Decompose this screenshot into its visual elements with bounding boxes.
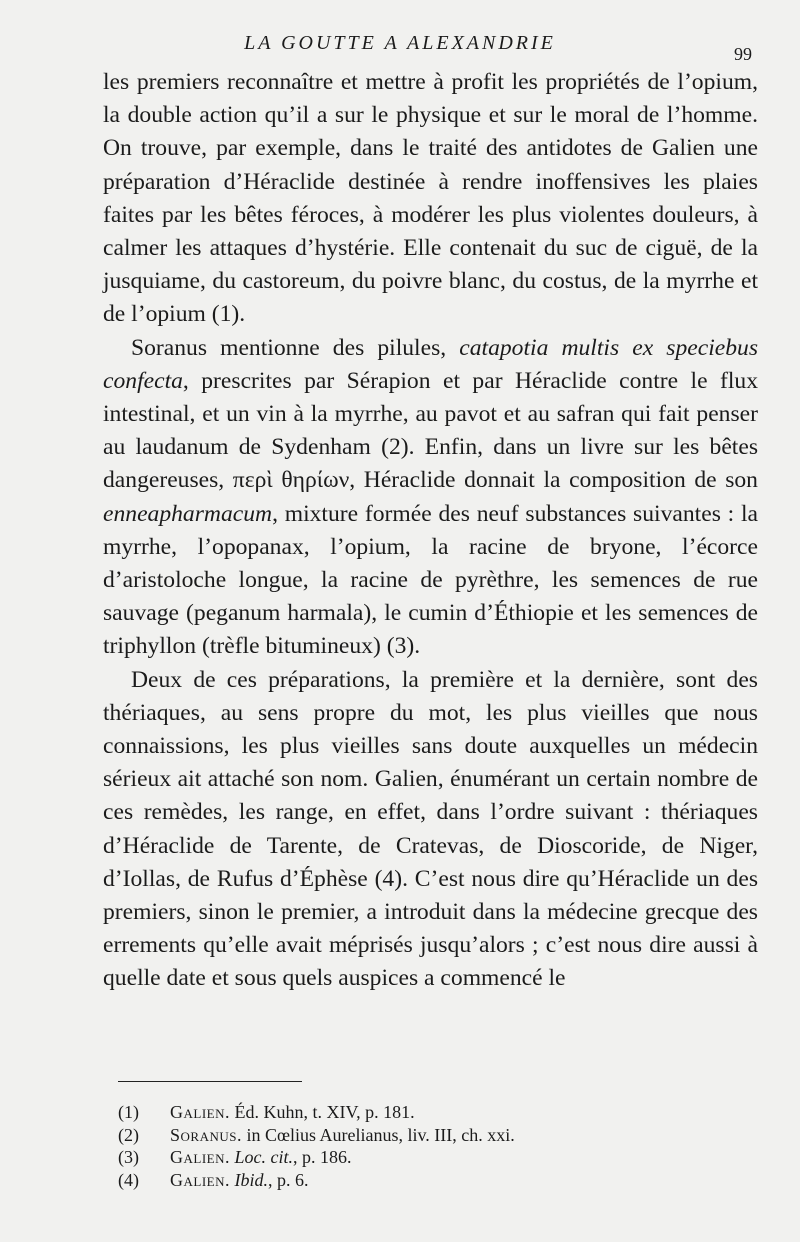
enneapharmacum-term: enneapharmacum xyxy=(103,500,273,527)
paragraph-2-text-c: , prescrites par Sérapion et par Héraclide contre le flux intestinal, et un vin à la myrrhe, au pavot et au safran qui fait penser au laudanum de Sydenham (2). Enfin, dans un livre sur les bêtes dangereuses, xyxy=(103,367,758,494)
footnote-author: Soranus. xyxy=(170,1124,242,1145)
footnote-text: Éd. Kuhn, t. XIV, p. 181. xyxy=(230,1102,415,1122)
page-number: 99 xyxy=(734,44,752,64)
greek-title: περὶ θηρίων xyxy=(232,467,350,494)
paragraph-2-text-a: Soranus mentionne des pilules, xyxy=(131,334,460,361)
running-title: LA GOUTTE A ALEXANDRIE xyxy=(244,32,556,54)
footnote-author: Galien. xyxy=(170,1169,230,1190)
main-text xyxy=(103,66,758,996)
latin-title: catapotia multis ex speciebus confecta xyxy=(103,334,758,394)
footnote-number: (4) xyxy=(118,1169,139,1190)
footnote-italic: Ibid. xyxy=(234,1169,268,1190)
footnote-divider xyxy=(118,1081,302,1082)
footnote-author: Galien. xyxy=(170,1102,230,1122)
footnotes xyxy=(118,1101,718,1191)
footnote-text-after: , p. 186. xyxy=(293,1147,352,1167)
paragraph-1: les premiers reconnaître et mettre à profit les propriétés de l’opium, la double action qu’il a sur le physique et sur le moral de l’homme. On trouve, par exemple, dans le traité des antidotes de Galien une préparation d’Héraclide destinée à rendre inoffensives les plaies faites par les bêtes féroces, à modérer les plus violentes douleurs, à calmer les attaques d’hystérie. Elle contenait du suc de ciguë, de la jusquiame, du castoreum, du poivre blanc, du costus, de la myrrhe et de l’opium (1). xyxy=(103,69,758,328)
paragraph-3: Deux de ces préparations, la première et la dernière, sont des thériaques, au sens propre du mot, les plus vieilles que nous connaissions, les plus vieilles sans doute auxquelles un médecin sérieux ait attaché son nom. Galien, énumérant un certain nombre de ces remèdes, les range, en effet, dans l’ordre suivant : thériaques d’Héraclide de Tarente, de Cratevas, de Dioscoride, de Niger, d’Iollas, de Rufus d’Éphèse (4). C’est nous dire qu’Héraclide un des premiers, sinon le premier, a introduit dans la médecine grecque des errements qu’elle avait méprisés jusqu’alors ; c’est nous dire aussi à quelle date et sous quels auspices a commencé le xyxy=(103,666,758,992)
footnote-number: (1) xyxy=(118,1102,139,1122)
footnote-number: (3) xyxy=(118,1147,139,1167)
footnote-number: (2) xyxy=(118,1124,139,1145)
footnote-3 xyxy=(118,1146,718,1169)
paragraph-2-text-e: , Héraclide donnait la composition de son xyxy=(349,467,758,494)
footnote-4 xyxy=(118,1169,718,1192)
footnote-text: in Cœlius Aurelianus, liv. III, ch. xxi. xyxy=(241,1124,515,1145)
footnote-italic: Loc. cit. xyxy=(234,1147,293,1167)
footnote-2 xyxy=(118,1124,718,1147)
footnote-text-after: , p. 6. xyxy=(268,1169,309,1190)
paragraph-2 xyxy=(103,332,758,664)
footnote-author: Galien. xyxy=(170,1147,230,1167)
paragraph-2-text-g: , mixture formée des neuf substances suivantes : la myrrhe, l’opopanax, l’opium, la racine de bryone, l’écorce d’aristoloche longue, la racine de pyrèthre, les semences de rue sauvage (peganum harmala), le cumin d’Éthiopie et les semences de triphyllon (trèfle bitumineux) (3). xyxy=(103,500,758,660)
footnote-1 xyxy=(118,1101,718,1124)
